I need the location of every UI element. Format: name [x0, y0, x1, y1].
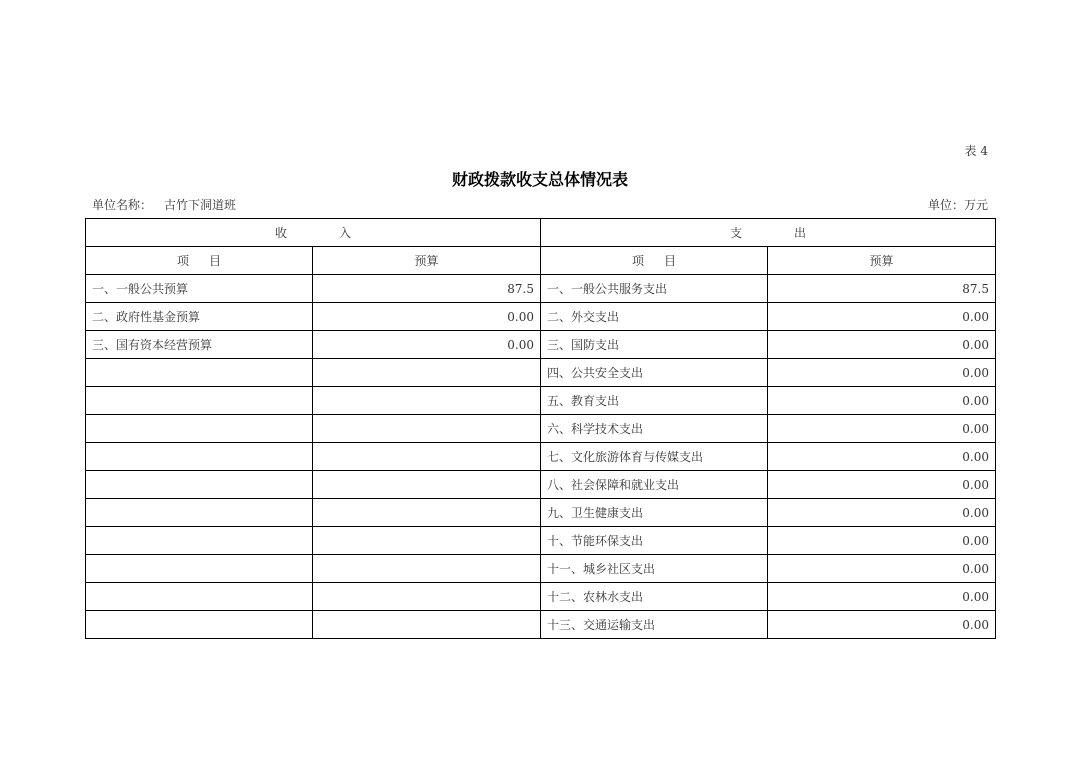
- income-item-cell: [86, 359, 313, 387]
- income-value-cell: [313, 583, 541, 611]
- expense-item-cell: 二、外交支出: [541, 303, 768, 331]
- income-value-cell: [313, 499, 541, 527]
- income-value-cell: [313, 527, 541, 555]
- table-row: [86, 387, 996, 415]
- income-item-cell: [86, 611, 313, 639]
- expense-value-cell: 0.00: [768, 583, 996, 611]
- expense-value-cell: 0.00: [768, 331, 996, 359]
- table-row: [86, 359, 996, 387]
- expense-item-cell: 三、国防支出: [541, 331, 768, 359]
- expense-value-cell: 0.00: [768, 443, 996, 471]
- expense-value-cell: 0.00: [768, 415, 996, 443]
- table-row: [86, 499, 996, 527]
- income-value-cell: [313, 387, 541, 415]
- expense-item-cell: 十三、交通运输支出: [541, 611, 768, 639]
- income-item-cell: [86, 471, 313, 499]
- expense-value-cell: 0.00: [768, 359, 996, 387]
- page-title: 财政拨款收支总体情况表: [451, 170, 628, 189]
- income-value-cell: [313, 415, 541, 443]
- expense-value-cell: 0.00: [768, 499, 996, 527]
- section-header-row: [86, 219, 996, 247]
- income-value-cell: [313, 555, 541, 583]
- income-budget-header: 预算: [313, 247, 541, 275]
- table-row: [86, 415, 996, 443]
- income-item-cell: [86, 583, 313, 611]
- expense-value-cell: 0.00: [768, 555, 996, 583]
- table-row: [86, 583, 996, 611]
- expense-item-cell: 九、卫生健康支出: [541, 499, 768, 527]
- table-row: [86, 331, 996, 359]
- expense-value-cell: 0.00: [768, 387, 996, 415]
- expense-value-cell: 0.00: [768, 303, 996, 331]
- income-value-cell: [313, 359, 541, 387]
- table-row: [86, 275, 996, 303]
- expense-item-cell: 一、一般公共服务支出: [541, 275, 768, 303]
- income-value-cell: [313, 611, 541, 639]
- column-header-row: [86, 247, 996, 275]
- expense-item-cell: 七、文化旅游体育与传媒支出: [541, 443, 768, 471]
- table-row: [86, 443, 996, 471]
- expense-value-cell: 87.5: [768, 275, 996, 303]
- income-item-cell: [86, 387, 313, 415]
- income-value-cell: 87.5: [313, 275, 541, 303]
- expense-section-header: 支 出: [541, 219, 996, 247]
- table-row: [86, 471, 996, 499]
- meta-row: [92, 196, 988, 213]
- income-item-cell: [86, 443, 313, 471]
- income-value-cell: [313, 471, 541, 499]
- unit-name-value: 古竹下洞道班: [164, 198, 237, 212]
- unit-name-label: 单位名称：: [92, 198, 153, 212]
- income-value-cell: [313, 443, 541, 471]
- expense-item-cell: 五、教育支出: [541, 387, 768, 415]
- expense-item-cell: 十一、城乡社区支出: [541, 555, 768, 583]
- expense-value-cell: 0.00: [768, 471, 996, 499]
- expense-item-cell: 六、科学技术支出: [541, 415, 768, 443]
- expense-value-cell: 0.00: [768, 527, 996, 555]
- table-body: [86, 275, 996, 639]
- expense-value-cell: 0.00: [768, 611, 996, 639]
- expense-item-cell: 十二、农林水支出: [541, 583, 768, 611]
- income-item-cell: 一、一般公共预算: [86, 275, 313, 303]
- income-item-header: 项 目: [86, 247, 313, 275]
- table-row: [86, 555, 996, 583]
- unit-label: 单位：万元: [927, 198, 988, 212]
- income-value-cell: 0.00: [313, 303, 541, 331]
- table-row: [86, 303, 996, 331]
- income-item-cell: [86, 555, 313, 583]
- expense-item-cell: 四、公共安全支出: [541, 359, 768, 387]
- expense-item-header: 项 目: [541, 247, 768, 275]
- budget-table: [85, 218, 996, 639]
- income-value-cell: 0.00: [313, 331, 541, 359]
- income-item-cell: 三、国有资本经营预算: [86, 331, 313, 359]
- income-item-cell: [86, 527, 313, 555]
- expense-item-cell: 十、节能环保支出: [541, 527, 768, 555]
- income-section-header: 收 入: [86, 219, 541, 247]
- income-item-cell: 二、政府性基金预算: [86, 303, 313, 331]
- unit-name-block: [92, 196, 248, 213]
- expense-budget-header: 预算: [768, 247, 996, 275]
- income-item-cell: [86, 415, 313, 443]
- table-row: [86, 527, 996, 555]
- income-item-cell: [86, 499, 313, 527]
- table-number: 表 4: [964, 144, 988, 158]
- expense-item-cell: 八、社会保障和就业支出: [541, 471, 768, 499]
- table-row: [86, 611, 996, 639]
